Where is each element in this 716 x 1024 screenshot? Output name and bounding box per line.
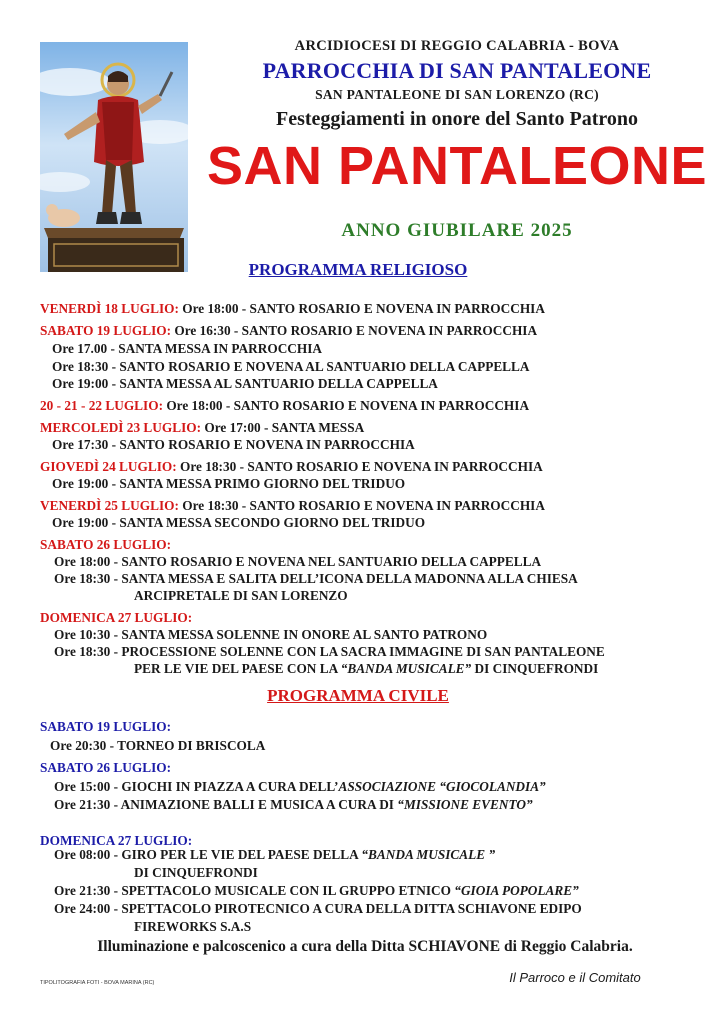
civil-program-line — [54, 882, 579, 899]
religious-program-line — [54, 643, 605, 660]
archdiocese-title: ARCIDIOCESI DI REGGIO CALABRIA - BOVA — [294, 38, 620, 54]
event-day: GIOVEDÌ 24 LUGLIO: — [40, 459, 177, 474]
event-text: Ore 17:00 - SANTA MESSA — [201, 420, 365, 435]
event-highlight: ASSOCIAZIONE “GIOCOLANDIA” — [338, 779, 546, 794]
saint-name-heading: SAN PANTALEONE — [206, 136, 707, 196]
civil-program-line — [54, 900, 582, 917]
event-text-tail: DI CINQUEFRONDI — [471, 661, 599, 676]
event-text: Ore 21:30 - SPETTACOLO MUSICALE CON IL GRUPPO ETNICO — [54, 883, 455, 898]
civil-program-line — [134, 918, 251, 935]
religious-program-line — [40, 397, 529, 414]
religious-program-line — [40, 458, 543, 475]
religious-program-line — [54, 553, 541, 570]
religious-program-line — [52, 358, 530, 375]
event-text: Ore 15:00 - GIOCHI IN PIAZZA A CURA DELL’ — [54, 779, 339, 794]
religious-program-line — [54, 570, 578, 587]
location-subtitle: SAN PANTALEONE DI SAN LORENZO (RC) — [315, 87, 599, 102]
civil-program-line — [40, 718, 171, 735]
event-day: MERCOLEDÌ 23 LUGLIO: — [40, 420, 202, 435]
event-text: Ore 18:30 - PROCESSIONE SOLENNE CON LA SACRA IMMAGINE DI SAN PANTALEONE — [54, 644, 605, 659]
event-text: ARCIPRETALE DI SAN LORENZO — [134, 588, 348, 603]
religious-program-line — [52, 475, 405, 492]
illumination-credit: Illuminazione e palcoscenico a cura della Ditta SCHIAVONE di Reggio Calabria. — [97, 938, 633, 955]
civil-program-line — [54, 846, 495, 863]
event-text: Ore 19:00 - SANTA MESSA PRIMO GIORNO DEL TRIDUO — [52, 476, 406, 491]
religious-program-line — [134, 587, 348, 604]
event-text: Ore 24:00 - SPETTACOLO PIROTECNICO A CURA DELLA DITTA SCHIAVONE EDIPO — [54, 901, 582, 916]
event-text: Ore 18:00 - SANTO ROSARIO E NOVENA IN PARROCCHIA — [178, 301, 545, 316]
event-highlight: “GIOIA POPOLARE” — [454, 883, 579, 898]
event-highlight: “MISSIONE EVENTO” — [397, 797, 533, 812]
event-day: VENERDÌ 18 LUGLIO: — [40, 301, 179, 316]
event-day: SABATO 26 LUGLIO: — [40, 537, 172, 552]
event-text: Ore 19:00 - SANTA MESSA SECONDO GIORNO DEL TRIDUO — [52, 515, 426, 530]
religious-program-line — [52, 340, 322, 357]
event-text: Ore 08:00 - GIRO PER LE VIE DEL PAESE DELLA — [54, 847, 362, 862]
event-highlight: “BANDA MUSICALE ” — [361, 847, 496, 862]
saint-statue-illustration — [40, 42, 188, 272]
religious-program-line — [40, 536, 171, 553]
civil-program-title: PROGRAMMA CIVILE — [267, 686, 449, 705]
event-day: DOMENICA 27 LUGLIO: — [40, 610, 193, 625]
event-text: PER LE VIE DEL PAESE CON LA — [134, 661, 341, 676]
religious-program-line — [40, 419, 364, 436]
event-text: Ore 18:30 - SANTO ROSARIO E NOVENA AL SANTUARIO DELLA CAPPELLA — [52, 359, 530, 374]
event-text: Ore 18:30 - SANTO ROSARIO E NOVENA IN PARROCCHIA — [176, 459, 543, 474]
civil-program-line — [40, 759, 171, 776]
festivities-subtitle: Festeggiamenti in onore del Santo Patrono — [275, 108, 639, 130]
signature: Il Parroco e il Comitato — [509, 970, 641, 985]
event-text: Ore 18:00 - SANTO ROSARIO E NOVENA NEL SANTUARIO DELLA CAPPELLA — [54, 554, 542, 569]
event-day: VENERDÌ 25 LUGLIO: — [40, 498, 179, 513]
civil-program-line — [54, 796, 533, 813]
printer-credit: TIPOLITOGRAFIA FOTI - BOVA MARINA (RC) — [40, 980, 155, 986]
parish-title: PARROCCHIA DI SAN PANTALEONE — [262, 58, 652, 83]
religious-program-line — [40, 322, 537, 339]
religious-program-line — [40, 300, 545, 317]
religious-program-line — [52, 514, 425, 531]
event-text: Ore 18:30 - SANTA MESSA E SALITA DELL’ICONA DELLA MADONNA ALLA CHIESA — [54, 571, 578, 586]
event-text: Ore 17.00 - SANTA MESSA IN PARROCCHIA — [52, 341, 323, 356]
religious-program-line — [52, 375, 438, 392]
event-text: Ore 17:30 - SANTO ROSARIO E NOVENA IN PARROCCHIA — [52, 437, 415, 452]
religious-program-line — [134, 660, 598, 677]
event-text: DI CINQUEFRONDI — [134, 865, 258, 880]
event-text: Ore 21:30 - ANIMAZIONE BALLI E MUSICA A CURA DI — [54, 797, 398, 812]
event-day: DOMENICA 27 LUGLIO: — [40, 833, 193, 848]
event-text: Ore 19:00 - SANTA MESSA AL SANTUARIO DELLA CAPPELLA — [52, 376, 438, 391]
saint-image — [40, 42, 188, 272]
religious-program-line — [52, 436, 415, 453]
event-text: Ore 18:00 - SANTO ROSARIO E NOVENA IN PARROCCHIA — [163, 398, 530, 413]
civil-program-line — [50, 737, 265, 754]
event-highlight: “BANDA MUSICALE” — [340, 661, 472, 676]
event-day: SABATO 19 LUGLIO: — [40, 719, 172, 734]
event-text: Ore 10:30 - SANTA MESSA SOLENNE IN ONORE AL SANTO PATRONO — [54, 627, 488, 642]
event-day: SABATO 26 LUGLIO: — [40, 760, 172, 775]
event-day: 20 - 21 - 22 LUGLIO: — [40, 398, 163, 413]
event-day: SABATO 19 LUGLIO: — [40, 323, 172, 338]
event-text: Ore 18:30 - SANTO ROSARIO E NOVENA IN PARROCCHIA — [178, 498, 545, 513]
civil-program-line — [134, 864, 258, 881]
event-text: Ore 16:30 - SANTO ROSARIO E NOVENA IN PARROCCHIA — [171, 323, 538, 338]
religious-program-line — [54, 626, 487, 643]
religious-program-title: PROGRAMMA RELIGIOSO — [248, 260, 468, 279]
civil-program-line — [54, 778, 546, 795]
religious-program-line — [40, 497, 545, 514]
religious-program-line — [40, 609, 192, 626]
event-text: Ore 20:30 - TORNEO DI BRISCOLA — [50, 738, 266, 753]
jubilee-year: ANNO GIUBILARE 2025 — [341, 220, 573, 241]
event-text: FIREWORKS S.A.S — [134, 919, 252, 934]
